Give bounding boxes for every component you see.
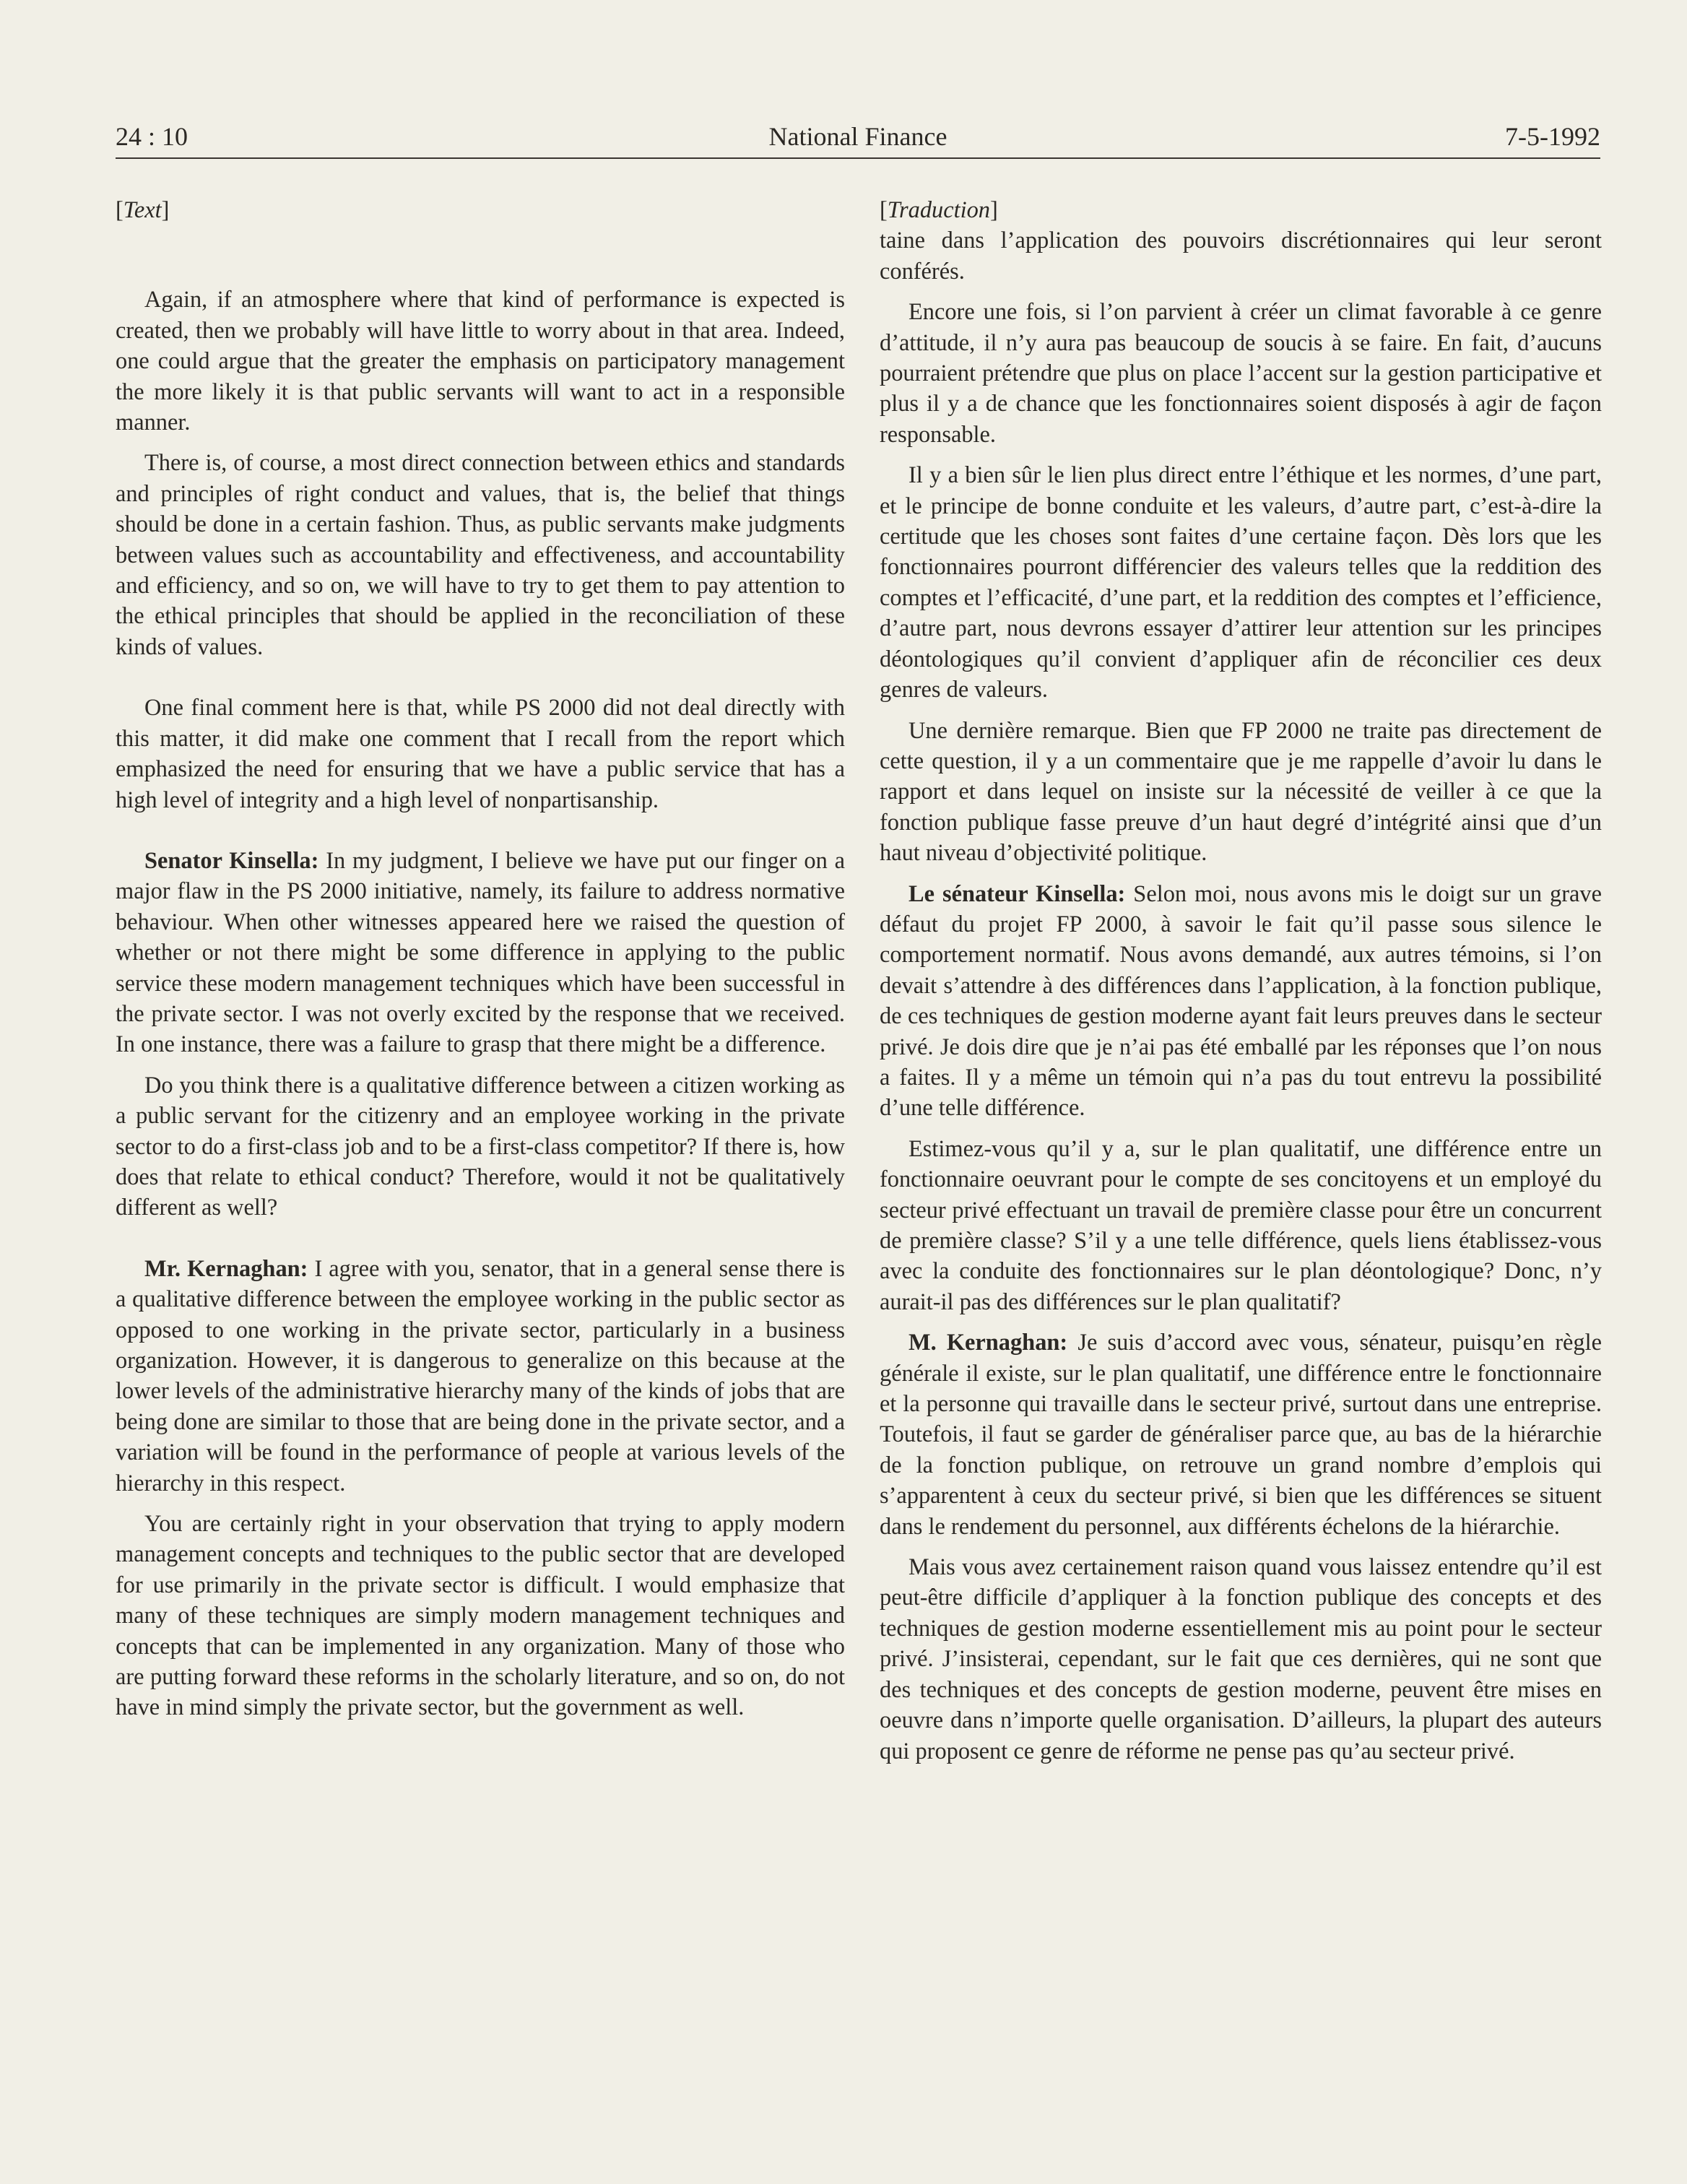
speaker-name: Senator Kinsella: xyxy=(144,847,319,874)
publication-title: National Finance xyxy=(768,122,947,151)
language-tag-text: [Text] xyxy=(116,197,170,223)
speaker-paragraph: Senator Kinsella: In my judgment, I believe we have put our finger on a major flaw in the PS 2000 initiative, namely, its failure to address normative behaviour. When other witnesses appeared here we raised the question of whether or not there might be some difference in applying to the public service these modern management techniques which have been successful in the private sector. I was not overly excited by the response that we received. In one instance, there was a failure to grasp that there might be a difference. xyxy=(116,847,845,1058)
paragraph: taine dans l’application des pouvoirs discrétionnaires qui leur seront conférés. xyxy=(880,228,1602,285)
paragraph: Mais vous avez certainement raison quand vous laissez entendre qu’il est peut-être difficile d’appliquer à la fonction publique des concepts et des techniques de gestion moderne essentiellement mis au point pour le secteur privé. J’insisterai, cependant, sur le fait que ces dernières, qui ne sont que des techniques et des concepts de gestion moderne, peuvent être mises en oeuvre dans n’importe quelle organisation. D’ailleurs, la plupart des auteurs qui proposent ce genre de réforme ne pense pas qu’au secteur privé. xyxy=(880,1554,1602,1764)
paragraph: Estimez-vous qu’il y a, sur le plan qualitatif, une différence entre un fonctionnaire oeuvrant pour le compte de ses concitoyens et un employé du secteur privé effectuant un travail de première classe pour être un concurrent de première classe? S’il y a une telle différence, quels liens établissez-vous avec la conduite des fonctionnaires sur le plan déontologique? Donc, n’y aurait-il pas des différences sur le plan qualitatif? xyxy=(880,1135,1602,1315)
language-tag-traduction: [Traduction] xyxy=(880,197,998,223)
paragraph: Il y a bien sûr le lien plus direct entre l’éthique et les normes, d’une part, et le principe de bonne conduite et les valeurs, d’autre part, c’est-à-dire la certitude que les choses sont faites d’une certaine façon. Dès lors que les fonctionnaires pourront différencier des valeurs telles que la reddition des comptes et l’efficacité, d’une part, et la reddition des comptes et l’efficience, d’autre part, nous devrons essayer d’attirer leur attention sur les principes déontologiques qu’il convient d’appliquer afin de réconcilier ces deux genres de valeurs. xyxy=(880,462,1602,703)
paragraph: Again, if an atmosphere where that kind of performance is expected is created, then we probably will have little to worry about in that area. Indeed, one could argue that the greater the emphasis on participatory management the more likely it is that public servants will want to act in a responsible manner. xyxy=(116,287,845,436)
paragraph: Do you think there is a qualitative difference between a citizen working as a public servant for the citizenry and an employee working in the private sector to do a first-class job and to be a first-class competitor? If there is, how does that relate to ethical conduct? Therefore, would it not be qualitatively different as well? xyxy=(116,1072,845,1221)
english-column xyxy=(116,195,845,1733)
speaker-paragraph: Le sénateur Kinsella: Selon moi, nous avons mis le doigt sur un grave défaut du projet FP 2000, à savoir le fait qu’il passe sous silence le comportement normatif. Nous avons demandé, aux autres témoins, si l’on devait s’attendre à des différences dans l’application, à la fonction publique, de ces techniques de gestion moderne ayant fait leurs preuves dans le secteur privé. Je dois dire que je n’ai pas été emballé par les réponses que l’on nous a faites. Il y a même un témoin qui n’a pas du tout entrevu la possibilité d’une telle différence. xyxy=(880,880,1602,1122)
paragraph: Encore une fois, si l’on parvient à créer un climat favorable à ce genre d’attitude, il n’y aura pas beaucoup de soucis à se faire. En fait, d’aucuns pourraient prétendre que plus on place l’accent sur la gestion participative et plus il y a de chance que les fonctionnaires soient disposés à agir de façon responsable. xyxy=(880,299,1602,448)
publication-date: 7-5-1992 xyxy=(1505,122,1600,151)
french-column xyxy=(880,195,1602,1777)
speaker-paragraph: M. Kernaghan: Je suis d’accord avec vous, sénateur, puisqu’en règle générale il existe, sur le plan qualitatif, une différence entre le fonctionnaire et la personne qui travaille dans le secteur privé, surtout dans une entreprise. Toutefois, il faut se garder de généraliser parce que, au bas de la hiérarchie de la fonction publique, on retrouve un grand nombre d’emplois qui s’apparentent à ceux du secteur privé, si bien que les différences se situent dans le rendement du personnel, aux différents échelons de la hiérarchie. xyxy=(880,1330,1602,1540)
paragraph: There is, of course, a most direct connection between ethics and standards and principles of right conduct and values, that is, the belief that things should be done in a certain fashion. Thus, as public servants make judgments between values such as accountability and effectiveness, and accountability and efficiency, and so on, we will have to try to get them to pay attention to the ethical principles that should be applied in the reconciliation of these kinds of values. xyxy=(116,450,845,660)
speaker-paragraph: Mr. Kernaghan: I agree with you, senator, that in a general sense there is a qualitative difference between the employee working in the public sector as opposed to one working in the private sector, particularly in a business organization. However, it is dangerous to generalize on this because at the lower levels of the administrative hierarchy many of the kinds of jobs that are being done are similar to those that are being done in the private sector, and a variation will be found in the performance of people at various levels of the hierarchy in this respect. xyxy=(116,1255,845,1496)
paragraph: Une dernière remarque. Bien que FP 2000 ne traite pas directement de cette question, il y a un commentaire que je me rappelle d’avoir lu dans le rapport et dans lequel on insiste sur la nécessité de veiller à ce que la fonction publique fasse preuve d’un haut degré d’intégrité ainsi que d’un haut niveau d’objectivité politique. xyxy=(880,717,1602,867)
speaker-name: M. Kernaghan: xyxy=(908,1330,1068,1356)
speaker-name: Le sénateur Kinsella: xyxy=(908,880,1126,907)
speaker-name: Mr. Kernaghan: xyxy=(144,1255,308,1282)
paragraph: One final comment here is that, while PS 2000 did not deal directly with this matter, it did make one comment that I recall from the report which emphasized the need for ensuring that we have a public service that has a high level of integrity and a high level of nonpartisanship. xyxy=(116,695,845,813)
page-number: 24 : 10 xyxy=(116,122,188,151)
paragraph: You are certainly right in your observation that trying to apply modern management concepts and techniques to the public sector that are developed for use primarily in the private sector is difficult. I would emphasize that many of these techniques are simply modern management techniques and concepts that can be implemented in any organization. Many of those who are putting forward these reforms in the scholarly literature, and so on, do not have in mind simply the private sector, but the government as well. xyxy=(116,1511,845,1721)
page-header xyxy=(116,116,1600,159)
